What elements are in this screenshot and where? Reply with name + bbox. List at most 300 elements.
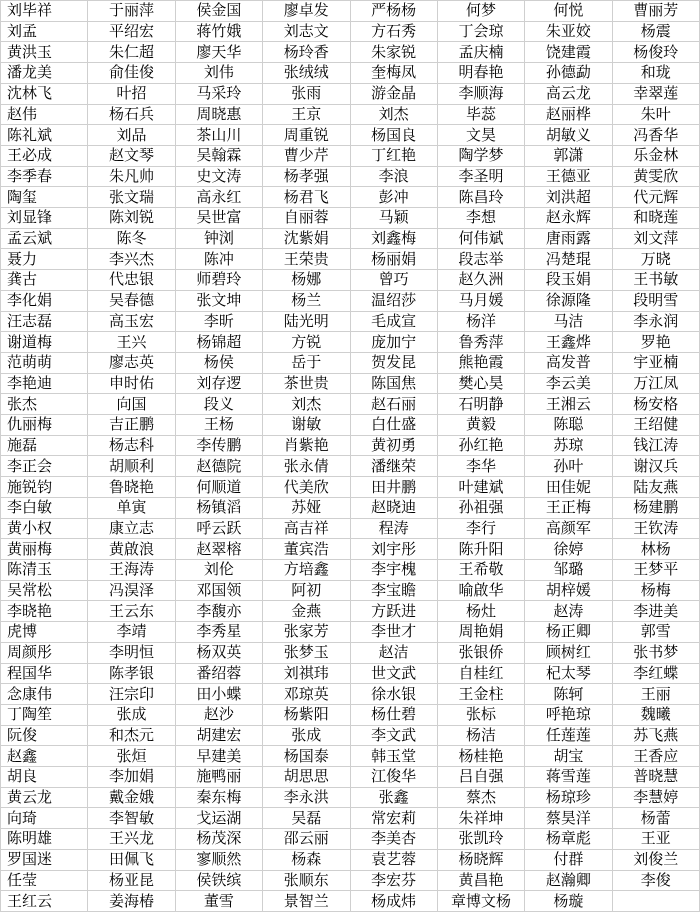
table-row [1, 21, 700, 42]
name-cell: 胡梓媛 [525, 580, 612, 601]
name-cell: 吉正鹏 [88, 415, 175, 436]
name-cell: 陈刘锐 [88, 208, 175, 229]
name-cell: 徐婷 [525, 539, 612, 560]
name-cell: 杨志科 [88, 435, 175, 456]
name-cell: 白仕盛 [350, 415, 437, 436]
name-cell: 张永倩 [263, 456, 350, 477]
name-cell: 吴翰霖 [175, 145, 262, 166]
name-cell: 田佩飞 [88, 849, 175, 870]
table-row [1, 270, 700, 291]
table-row [1, 373, 700, 394]
name-cell: 孟云斌 [1, 228, 88, 249]
name-cell: 杨君飞 [263, 187, 350, 208]
table-row [1, 145, 700, 166]
name-cell: 赵晓迪 [350, 497, 437, 518]
name-cell: 龚古 [1, 270, 88, 291]
name-cell: 朱祥坤 [437, 808, 524, 829]
name-cell: 杨丽娟 [350, 249, 437, 270]
name-cell: 邓琼英 [263, 684, 350, 705]
name-cell: 吴常松 [1, 580, 88, 601]
table-row [1, 187, 700, 208]
name-cell: 孟庆楠 [437, 42, 524, 63]
name-cell: 顾树红 [525, 642, 612, 663]
table-row [1, 684, 700, 705]
name-cell: 黄昌艳 [437, 870, 524, 891]
name-cell: 付群 [525, 849, 612, 870]
table-row [1, 849, 700, 870]
name-cell: 严杨杨 [350, 1, 437, 22]
name-cell: 叶招 [88, 83, 175, 104]
table-row [1, 166, 700, 187]
table-row [1, 42, 700, 63]
name-cell: 孙德勐 [525, 63, 612, 84]
name-cell: 李靖 [88, 622, 175, 643]
name-cell: 刘俊兰 [612, 849, 699, 870]
name-cell: 蒋竹娥 [175, 21, 262, 42]
name-cell: 陈昌玲 [437, 187, 524, 208]
name-cell: 于丽萍 [88, 1, 175, 22]
name-cell: 范萌萌 [1, 352, 88, 373]
name-cell: 毕蕊 [437, 104, 524, 125]
name-cell: 高颜军 [525, 518, 612, 539]
name-cell: 陈冬 [88, 228, 175, 249]
name-cell: 刘毕祥 [1, 1, 88, 22]
name-cell: 冯香华 [612, 125, 699, 146]
name-cell: 江俊华 [350, 767, 437, 788]
name-cell: 赵久洲 [437, 270, 524, 291]
name-cell: 文昊 [437, 125, 524, 146]
table-row [1, 352, 700, 373]
name-cell: 万晓 [612, 249, 699, 270]
name-cell: 李慧婷 [612, 787, 699, 808]
table-row [1, 394, 700, 415]
name-cell: 杨侯 [175, 352, 262, 373]
table-row [1, 311, 700, 332]
name-cell: 杨玲香 [263, 42, 350, 63]
table-row [1, 125, 700, 146]
name-cell: 施磊 [1, 435, 88, 456]
name-cell: 李文武 [350, 725, 437, 746]
table-row [1, 829, 700, 850]
name-cell [612, 891, 699, 912]
name-cell: 奎梅凤 [350, 63, 437, 84]
table-row [1, 518, 700, 539]
name-cell: 钱江涛 [612, 435, 699, 456]
name-cell: 王海涛 [88, 559, 175, 580]
name-cell: 周重锐 [263, 125, 350, 146]
table-row [1, 891, 700, 912]
name-cell: 刘祺玮 [263, 663, 350, 684]
name-cell: 王鑫烨 [525, 332, 612, 353]
name-cell: 杨兰 [263, 290, 350, 311]
name-cell: 李晓艳 [1, 601, 88, 622]
name-cell: 郭潇 [525, 145, 612, 166]
name-cell: 张烜 [88, 746, 175, 767]
name-cell: 杨双英 [175, 642, 262, 663]
name-cell: 陈聪 [525, 415, 612, 436]
name-cell: 方石秀 [350, 21, 437, 42]
name-cell: 张杰 [1, 394, 88, 415]
name-cell: 陈清玉 [1, 559, 88, 580]
name-cell: 孙叶 [525, 456, 612, 477]
name-cell: 马月媛 [437, 290, 524, 311]
name-cell: 李秀星 [175, 622, 262, 643]
name-cell: 王绍健 [612, 415, 699, 436]
name-cell: 李行 [437, 518, 524, 539]
table-row [1, 787, 700, 808]
name-cell: 张雨 [263, 83, 350, 104]
name-cell: 马洁 [525, 311, 612, 332]
name-cell: 张银侨 [437, 642, 524, 663]
name-cell: 高云龙 [525, 83, 612, 104]
name-cell: 杨蕾 [612, 808, 699, 829]
name-cell: 李世才 [350, 622, 437, 643]
name-cell: 何顺道 [175, 477, 262, 498]
table-row [1, 290, 700, 311]
name-cell: 戴金娥 [88, 787, 175, 808]
name-cell: 杨孝强 [263, 166, 350, 187]
name-cell: 段志举 [437, 249, 524, 270]
table-row [1, 767, 700, 788]
name-cell: 林杨 [612, 539, 699, 560]
name-cell: 孙红艳 [437, 435, 524, 456]
name-cell: 王丽 [612, 684, 699, 705]
table-row [1, 663, 700, 684]
name-cell: 李华 [437, 456, 524, 477]
name-cell: 潘龙美 [1, 63, 88, 84]
name-cell: 黄啟浪 [88, 539, 175, 560]
table-row [1, 622, 700, 643]
name-cell: 杨俊玲 [612, 42, 699, 63]
name-cell: 岳于 [263, 352, 350, 373]
name-cell: 邓国领 [175, 580, 262, 601]
name-cell: 张绒绒 [263, 63, 350, 84]
name-cell: 王京 [263, 104, 350, 125]
name-cell: 田佳妮 [525, 477, 612, 498]
name-cell: 曹丽芳 [612, 1, 699, 22]
name-cell: 杨亚昆 [88, 870, 175, 891]
name-cell: 李顺海 [437, 83, 524, 104]
name-cell: 段义 [175, 394, 262, 415]
name-cell: 王湘云 [525, 394, 612, 415]
table-row [1, 415, 700, 436]
name-cell: 李俊 [612, 870, 699, 891]
name-cell: 仇丽梅 [1, 415, 88, 436]
name-cell: 陈明雄 [1, 829, 88, 850]
name-cell: 段明雪 [612, 290, 699, 311]
name-cell: 谢道梅 [1, 332, 88, 353]
name-cell: 胡顺利 [88, 456, 175, 477]
name-cell: 钟浏 [175, 228, 262, 249]
name-cell: 杨国良 [350, 125, 437, 146]
name-cell: 王希敬 [437, 559, 524, 580]
name-cell: 刘杰 [350, 104, 437, 125]
name-cell: 王德亚 [525, 166, 612, 187]
name-cell: 王正梅 [525, 497, 612, 518]
name-cell: 黄洪玉 [1, 42, 88, 63]
table-row [1, 456, 700, 477]
name-cell: 李进美 [612, 601, 699, 622]
table-row [1, 601, 700, 622]
name-cell: 李圣明 [437, 166, 524, 187]
name-cell: 黄雯欣 [612, 166, 699, 187]
name-cell: 郭雪 [612, 622, 699, 643]
name-cell: 张顺东 [263, 870, 350, 891]
name-cell: 聂力 [1, 249, 88, 270]
name-cell: 自丽蓉 [263, 208, 350, 229]
name-cell: 刘伟 [175, 63, 262, 84]
name-cell: 杨桂艳 [437, 746, 524, 767]
name-cell: 高发普 [525, 352, 612, 373]
name-cell: 张标 [437, 704, 524, 725]
name-cell: 方培鑫 [263, 559, 350, 580]
table-row [1, 725, 700, 746]
name-cell: 杨成炜 [350, 891, 437, 912]
name-cell: 代美欣 [263, 477, 350, 498]
name-cell: 和杰元 [88, 725, 175, 746]
name-cell: 张文坤 [175, 290, 262, 311]
name-cell: 汪宗印 [88, 684, 175, 705]
name-cell: 赵文琴 [88, 145, 175, 166]
table-row [1, 228, 700, 249]
name-cell: 程国华 [1, 663, 88, 684]
name-cell: 李正会 [1, 456, 88, 477]
name-cell: 喻啟华 [437, 580, 524, 601]
name-cell: 王亚 [612, 829, 699, 850]
name-cell: 张成 [88, 704, 175, 725]
name-cell: 张梦玉 [263, 642, 350, 663]
name-cell: 陈礼斌 [1, 125, 88, 146]
name-cell: 陶学梦 [437, 145, 524, 166]
table-row [1, 497, 700, 518]
table-row [1, 435, 700, 456]
name-cell: 李加娟 [88, 767, 175, 788]
name-cell: 邵云丽 [263, 829, 350, 850]
name-cell: 张成 [263, 725, 350, 746]
name-cell: 早建美 [175, 746, 262, 767]
table-row [1, 580, 700, 601]
name-cell: 丁陶笙 [1, 704, 88, 725]
name-cell: 陈孝银 [88, 663, 175, 684]
name-cell: 李艳迪 [1, 373, 88, 394]
name-cell: 和晓莲 [612, 208, 699, 229]
name-cell: 王荣贵 [263, 249, 350, 270]
name-cell: 杨娜 [263, 270, 350, 291]
name-cell: 念康伟 [1, 684, 88, 705]
name-cell: 宇亚楠 [612, 352, 699, 373]
table-row [1, 83, 700, 104]
name-cell: 王梦平 [612, 559, 699, 580]
name-cell: 孙祖强 [437, 497, 524, 518]
name-cell: 刘存逻 [175, 373, 262, 394]
name-cell: 常宏莉 [350, 808, 437, 829]
name-cell: 李红蝶 [612, 663, 699, 684]
name-cell: 徐水银 [350, 684, 437, 705]
name-cell: 朱叶 [612, 104, 699, 125]
name-cell: 赵石丽 [350, 394, 437, 415]
name-cell: 饶建霞 [525, 42, 612, 63]
name-cell: 秦东梅 [175, 787, 262, 808]
name-cell: 彭冲 [350, 187, 437, 208]
name-cell: 刘宇彤 [350, 539, 437, 560]
name-cell: 廖天华 [175, 42, 262, 63]
name-cell: 沈紫娟 [263, 228, 350, 249]
name-cell: 蒋雪莲 [525, 767, 612, 788]
name-cell: 茶山川 [175, 125, 262, 146]
name-cell: 李宇槐 [350, 559, 437, 580]
name-cell: 黄丽梅 [1, 539, 88, 560]
name-cell: 赵瀚卿 [525, 870, 612, 891]
table-row [1, 63, 700, 84]
name-cell: 杨正卿 [525, 622, 612, 643]
table-row [1, 808, 700, 829]
name-cell: 毛成宣 [350, 311, 437, 332]
name-cell: 方跃进 [350, 601, 437, 622]
name-cell: 刘杰 [263, 394, 350, 415]
name-cell: 李云美 [525, 373, 612, 394]
name-cell: 刘志文 [263, 21, 350, 42]
name-cell: 代元辉 [612, 187, 699, 208]
name-cell: 侯金国 [175, 1, 262, 22]
name-cell: 蔡昊洋 [525, 808, 612, 829]
name-cell: 方锐 [263, 332, 350, 353]
name-cell: 丁会琼 [437, 21, 524, 42]
name-cell: 苏飞燕 [612, 725, 699, 746]
name-cell: 唐雨露 [525, 228, 612, 249]
name-cell: 赵伟 [1, 104, 88, 125]
name-cell: 申时佑 [88, 373, 175, 394]
name-cell: 马采玲 [175, 83, 262, 104]
name-cell: 杨琼珍 [525, 787, 612, 808]
name-cell: 向琦 [1, 808, 88, 829]
name-cell: 陶玺 [1, 187, 88, 208]
name-cell: 段玉娟 [525, 270, 612, 291]
name-cell: 高吉祥 [263, 518, 350, 539]
name-roster-body [1, 1, 700, 912]
name-cell: 潘继荣 [350, 456, 437, 477]
name-cell: 施鸭丽 [175, 767, 262, 788]
name-cell: 游金晶 [350, 83, 437, 104]
name-cell: 王兴龙 [88, 829, 175, 850]
name-cell: 何悦 [525, 1, 612, 22]
name-cell: 丁红艳 [350, 145, 437, 166]
name-cell: 李昕 [175, 311, 262, 332]
name-cell: 赵丽桦 [525, 104, 612, 125]
name-cell: 赵德院 [175, 456, 262, 477]
name-cell: 代忠银 [88, 270, 175, 291]
name-cell: 王云东 [88, 601, 175, 622]
name-cell: 王兴 [88, 332, 175, 353]
name-cell: 李馥亦 [175, 601, 262, 622]
name-cell: 黄初勇 [350, 435, 437, 456]
name-cell: 陆友燕 [612, 477, 699, 498]
name-cell: 单寅 [88, 497, 175, 518]
name-cell: 邹璐 [525, 559, 612, 580]
name-cell: 吕自强 [437, 767, 524, 788]
name-cell: 王香应 [612, 746, 699, 767]
name-cell: 师碧玲 [175, 270, 262, 291]
name-cell: 侯铁缤 [175, 870, 262, 891]
name-cell: 杨震 [612, 21, 699, 42]
table-row [1, 746, 700, 767]
name-cell: 田小蝶 [175, 684, 262, 705]
name-cell: 罗国迷 [1, 849, 88, 870]
name-cell: 赵洁 [350, 642, 437, 663]
name-cell: 袁艺蓉 [350, 849, 437, 870]
name-cell: 曾巧 [350, 270, 437, 291]
name-cell: 吴磊 [263, 808, 350, 829]
table-row [1, 332, 700, 353]
table-row [1, 208, 700, 229]
name-cell: 杨洋 [437, 311, 524, 332]
name-cell: 蔡杰 [437, 787, 524, 808]
name-cell: 俞佳俊 [88, 63, 175, 84]
name-cell: 沈林飞 [1, 83, 88, 104]
name-cell: 刘文萍 [612, 228, 699, 249]
name-cell: 王金柱 [437, 684, 524, 705]
table-row [1, 249, 700, 270]
name-cell: 鲁晓艳 [88, 477, 175, 498]
name-cell: 虎博 [1, 622, 88, 643]
name-cell: 庞加宁 [350, 332, 437, 353]
name-cell: 胡思思 [263, 767, 350, 788]
name-cell: 史文涛 [175, 166, 262, 187]
name-cell: 李永润 [612, 311, 699, 332]
name-cell: 赵沙 [175, 704, 262, 725]
name-cell: 阿初 [263, 580, 350, 601]
name-cell: 乐金林 [612, 145, 699, 166]
name-cell: 杨仕碧 [350, 704, 437, 725]
name-cell: 李传鹏 [175, 435, 262, 456]
name-cell: 戈运湖 [175, 808, 262, 829]
name-cell: 胡宝 [525, 746, 612, 767]
name-cell: 黄云龙 [1, 787, 88, 808]
name-cell: 茶世贵 [263, 373, 350, 394]
name-cell: 张文瑞 [88, 187, 175, 208]
name-cell: 李宏芬 [350, 870, 437, 891]
name-cell: 刘孟 [1, 21, 88, 42]
name-cell: 和珑 [612, 63, 699, 84]
name-cell: 陈轲 [525, 684, 612, 705]
name-cell: 朱凡帅 [88, 166, 175, 187]
table-row [1, 477, 700, 498]
table-row [1, 539, 700, 560]
name-cell: 李美杏 [350, 829, 437, 850]
name-cell: 番绍蓉 [175, 663, 262, 684]
name-cell: 廖志英 [88, 352, 175, 373]
name-cell: 普晓慧 [612, 767, 699, 788]
name-cell: 冯楚琨 [525, 249, 612, 270]
name-cell: 李智敏 [88, 808, 175, 829]
name-cell: 张书梦 [612, 642, 699, 663]
name-cell: 吴春德 [88, 290, 175, 311]
name-cell: 杨建鹏 [612, 497, 699, 518]
name-cell: 任莹 [1, 870, 88, 891]
name-cell: 谢汉兵 [612, 456, 699, 477]
name-cell: 世文武 [350, 663, 437, 684]
name-cell: 樊心昊 [437, 373, 524, 394]
name-cell: 吴世富 [175, 208, 262, 229]
name-cell: 李化娟 [1, 290, 88, 311]
name-cell: 陈国焦 [350, 373, 437, 394]
name-cell: 董宾浩 [263, 539, 350, 560]
name-cell: 呼云跃 [175, 518, 262, 539]
name-cell: 杨茂深 [175, 829, 262, 850]
name-cell: 陆光明 [263, 311, 350, 332]
name-cell: 任莲莲 [525, 725, 612, 746]
name-cell: 杨章彪 [525, 829, 612, 850]
name-cell: 刘品 [88, 125, 175, 146]
